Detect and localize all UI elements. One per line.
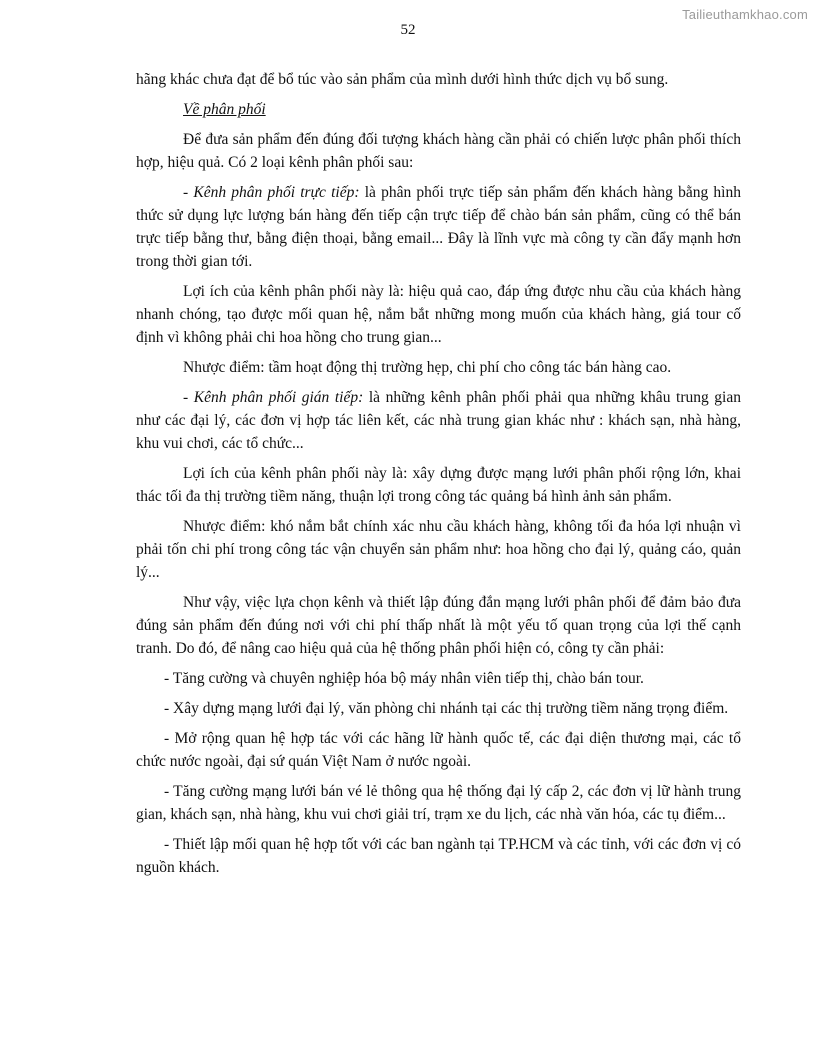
measure-item: - Tăng cường mạng lưới bán vé lẻ thông qua hệ thống đại lý cấp 2, các đơn vị lữ hành trung gian, khách sạn, nhà hàng, khu vui chơi giải trí, trạm xe du lịch, các nhà văn hóa, các tụ điểm... — [136, 783, 741, 823]
direct-channel-paragraph — [136, 181, 741, 273]
conclusion-paragraph: Như vậy, việc lựa chọn kênh và thiết lập đúng đắn mạng lưới phân phối để đảm bảo đưa đúng sản phẩm đến đúng nơi với chi phí thấp nhất là một yếu tố quan trọng của lợi thế cạnh tranh. Do đó, để nâng cao hiệu quả của hệ thống phân phối hiện có, công ty cần phải: — [136, 594, 741, 657]
intro-paragraph: Để đưa sản phẩm đến đúng đối tượng khách hàng cần phải có chiến lược phân phối thích hợp, hiệu quả. Có 2 loại kênh phân phối sau: — [136, 131, 741, 171]
section-heading: Về phân phối — [183, 101, 266, 118]
measure-item: - Thiết lập mối quan hệ hợp tốt với các ban ngành tại TP.HCM và các tỉnh, với các đơn vị có nguồn khách. — [136, 836, 741, 876]
indirect-channel-paragraph — [136, 386, 741, 455]
direct-channel-benefits: Lợi ích của kênh phân phối này là: hiệu quả cao, đáp ứng được nhu cầu của khách hàng nhanh chóng, tạo được mối quan hệ, nắm bắt những mong muốn của khách hàng, giá tour cố định vì không phải chi hoa hồng cho trung gian... — [136, 283, 741, 346]
direct-channel-drawbacks: Nhược điểm: tầm hoạt động thị trường hẹp, chi phí cho công tác bán hàng cao. — [183, 359, 672, 376]
indirect-channel-prefix: - — [183, 389, 194, 406]
watermark: Tailieuthamkhao.com — [682, 7, 808, 22]
document-body — [136, 68, 741, 886]
indirect-channel-text: là những kênh phân phối phải qua những khâu trung gian như các đại lý, các đơn vị hợp tác liên kết, các nhà trung gian khác như : khách sạn, nhà hàng, khu vui chơi, các tổ chức... — [136, 389, 741, 452]
measure-item: - Mở rộng quan hệ hợp tác với các hãng lữ hành quốc tế, các đại diện thương mại, các tổ chức nước ngoài, đại sứ quán Việt Nam ở nước ngoài. — [136, 730, 741, 770]
direct-channel-term: Kênh phân phối trực tiếp: — [193, 184, 360, 201]
page-number: 52 — [400, 22, 416, 38]
indirect-channel-benefits: Lợi ích của kênh phân phối này là: xây dựng được mạng lưới phân phối rộng lớn, khai thác tối đa thị trường tiềm năng, thuận lợi trong công tác quảng bá hình ảnh sản phẩm. — [136, 465, 741, 505]
direct-channel-text: là phân phối trực tiếp sản phẩm đến khách hàng bằng hình thức sử dụng lực lượng bán hàng đến tiếp cận trực tiếp để chào bán sản phẩm, cũng có thể bán trực tiếp bằng thư, bằng điện thoại, bằng email... Đây là lĩnh vực mà công ty cần đẩy mạnh hơn trong thời gian tới. — [136, 184, 741, 270]
direct-channel-prefix: - — [183, 184, 194, 201]
measure-item: - Xây dựng mạng lưới đại lý, văn phòng chi nhánh tại các thị trường tiềm năng trọng điểm. — [164, 700, 729, 717]
measure-item: - Tăng cường và chuyên nghiệp hóa bộ máy nhân viên tiếp thị, chào bán tour. — [164, 670, 644, 687]
continued-paragraph: hãng khác chưa đạt để bổ túc vào sản phẩm của mình dưới hình thức dịch vụ bổ sung. — [136, 71, 669, 88]
indirect-channel-term: Kênh phân phối gián tiếp: — [193, 389, 364, 406]
indirect-channel-drawbacks: Nhược điểm: khó nắm bắt chính xác nhu cầu khách hàng, không tối đa hóa lợi nhuận vì phải tốn chi phí trong công tác vận chuyển sản phẩm như: hoa hồng cho đại lý, quảng cáo, quản lý... — [136, 518, 741, 581]
